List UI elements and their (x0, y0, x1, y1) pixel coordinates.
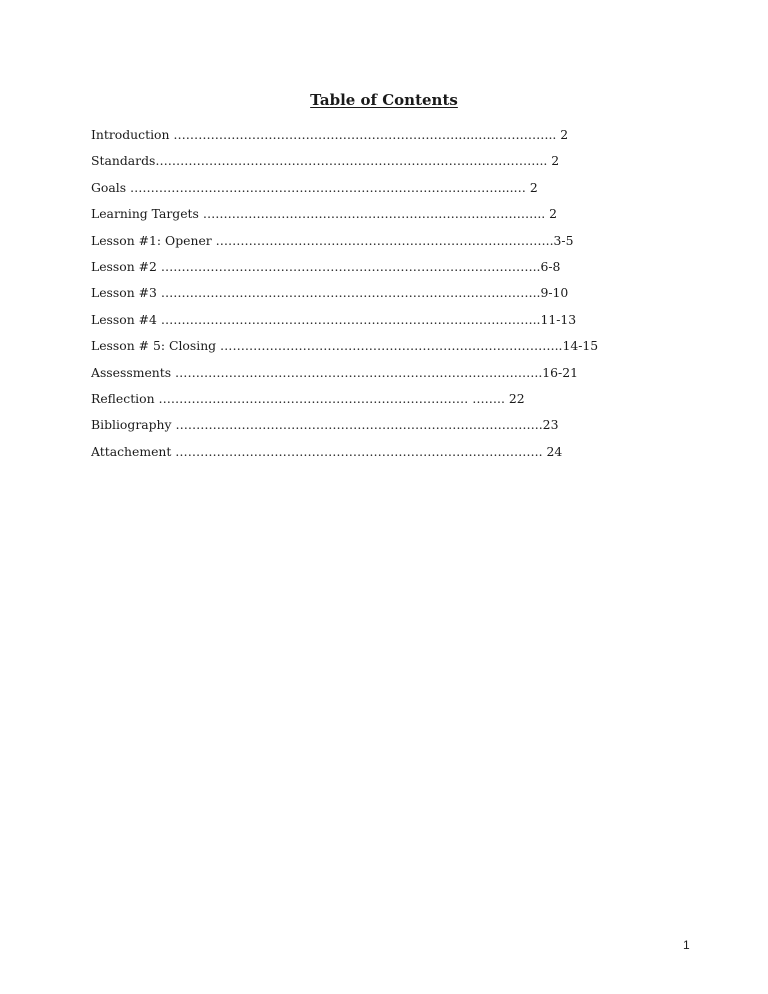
toc-entry-text: Lesson #1: Opener ……………………………………………………………..………..3-5 (91, 232, 574, 248)
toc-entry-text: Learning Targets ……………………………………………………………………….. 2 (91, 206, 558, 222)
toc-entry (91, 365, 691, 391)
toc-list (91, 127, 691, 470)
toc-entry-text: Bibliography ……………………………………………………………………………..23 (91, 417, 559, 433)
toc-entry (91, 417, 691, 443)
toc-entry-text: Lesson #2 ………………………………………………………………………………..6-8 (91, 258, 561, 274)
toc-entry (91, 127, 691, 153)
toc-entry (91, 444, 691, 470)
toc-entry (91, 285, 691, 311)
toc-entry (91, 233, 691, 259)
toc-entry-text: Lesson # 5: Closing ………………………………………………………………………..14-15 (91, 338, 599, 354)
toc-entry-text: Attachement …………………………………………………………………………….. 24 (91, 443, 563, 459)
toc-entry-text: Assessments ……………………………………………………………………………..16-21 (91, 364, 578, 380)
page-title: Table of Contents (310, 91, 458, 109)
toc-entry-text: Introduction ……………………………………………………………....……………….. 2 (91, 127, 569, 142)
toc-entry-text: Standards………………………………………………………………………………….. 2 (91, 153, 560, 169)
page-number: 1 (683, 938, 690, 952)
toc-entry (91, 338, 691, 364)
toc-entry-text: Reflection ………………………………………………………………… …….. 22 (91, 390, 525, 406)
toc-entry-text: Goals ………………………………………………………………………………...… 2 (91, 179, 538, 195)
toc-entry (91, 180, 691, 206)
toc-entry-text: Lesson #4 ………………………………………………………………………………..11-13 (91, 311, 577, 327)
toc-entry (91, 259, 691, 285)
toc-entry (91, 153, 691, 179)
toc-entry-text: Lesson #3 ………………………………………………………………………………..9-10 (91, 285, 569, 301)
toc-entry (91, 312, 691, 338)
toc-entry (91, 391, 691, 417)
toc-entry (91, 206, 691, 232)
